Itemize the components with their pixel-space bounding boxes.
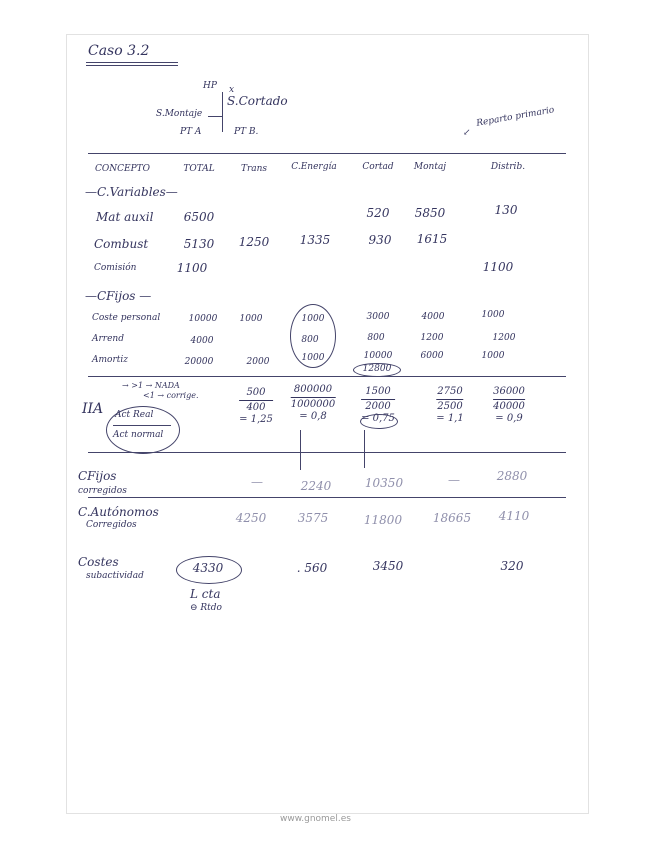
table-cell: . 560: [296, 561, 328, 575]
fraction-denominator: 40000: [493, 401, 525, 412]
subactividad-note-1: L cta: [190, 587, 221, 601]
table-cell: 10350: [364, 476, 404, 490]
diagram-vertical-line: [222, 92, 223, 132]
fraction-result: = 0,8: [299, 411, 327, 422]
section-fijos: —CFijos —: [85, 289, 152, 303]
iia-note-2: <1 → corrige.: [143, 391, 199, 400]
iia-note-1: → >1 → NADA: [122, 381, 180, 390]
table-cell: 320: [500, 559, 524, 573]
table-cell: 2000: [246, 357, 270, 367]
table-cell: 10000: [363, 351, 393, 361]
subactividad-note-2: ⊖ Rtdo: [190, 603, 222, 613]
fraction-result: = 1,1: [436, 413, 464, 424]
fraction-result: = 0,9: [495, 413, 523, 424]
header-rule: [88, 153, 566, 154]
header-concepto: CONCEPTO: [95, 164, 151, 174]
table-cell: 930: [368, 233, 392, 247]
iia-fraction-trans: [239, 387, 273, 426]
page-title: Caso 3.2: [88, 43, 150, 59]
fraction-numerator: 36000: [493, 386, 525, 397]
row-label: Comisión: [94, 263, 137, 273]
table-cell: 5850: [414, 206, 446, 220]
fraction-result: = 0,75: [361, 413, 395, 424]
diagram-pta: PT A: [180, 127, 202, 137]
fraction-numerator: 500: [246, 387, 266, 398]
table-cell: 1335: [299, 233, 331, 247]
diagram-montaje: S.Montaje: [156, 109, 203, 119]
fraction-denominator: 400: [246, 402, 266, 413]
rule-cfijos: [88, 452, 566, 453]
energia-oval: [290, 304, 336, 368]
table-cell: 4110: [498, 509, 530, 523]
header-total: TOTAL: [183, 164, 215, 174]
table-cell: 1000: [301, 314, 325, 324]
table-cell: 4250: [235, 511, 267, 525]
fraction-numerator: 800000: [293, 384, 333, 395]
table-cell: 1000: [481, 310, 505, 320]
table-cell: 3000: [366, 312, 390, 322]
table-cell: —: [448, 473, 460, 487]
iia-ratio-bar: [113, 425, 171, 426]
title-underline: [86, 62, 178, 63]
header-trans: Trans: [240, 164, 268, 174]
arrow-energia-line: [300, 430, 301, 470]
table-cell: 2240: [300, 479, 332, 493]
header-cortad: Cortad: [362, 162, 394, 172]
iia-fraction-energia: [291, 384, 336, 423]
section-variables: —C.Variables—: [85, 185, 178, 199]
fraction-result: = 1,25: [239, 414, 273, 425]
table-cell: 20000: [184, 357, 214, 367]
table-cell: 11800: [363, 513, 403, 527]
diagram-montaje-link: [208, 116, 222, 117]
row-label: Coste personal: [92, 313, 161, 323]
diagram-hp: HP: [203, 81, 217, 91]
header-montaj: Montaj: [413, 162, 447, 172]
note-arrow-icon: ↙: [463, 128, 471, 138]
header-energia: C.Energía: [291, 162, 337, 172]
cfijos-label-1: CFijos: [78, 469, 117, 483]
table-cell: 2880: [496, 469, 528, 483]
table-cell: 1000: [301, 353, 325, 363]
row-label: Arrend: [92, 334, 124, 344]
table-cell: 130: [494, 203, 518, 217]
table-cell: 1200: [420, 333, 444, 343]
table-cell: 4000: [421, 312, 445, 322]
table-cell: 1000: [481, 351, 505, 361]
table-cell: 520: [366, 206, 390, 220]
iia-fraction-montaje: [436, 386, 463, 425]
row-label: Mat auxil: [96, 210, 154, 224]
table-cell: 1200: [492, 333, 516, 343]
table-cell: 1250: [238, 235, 270, 249]
header-distrib: Distrib.: [490, 162, 526, 172]
diagram-x: x: [229, 85, 235, 95]
table-cell: 800: [367, 333, 385, 343]
table-cell: 6500: [183, 210, 215, 224]
cfijos-label-2: corregidos: [78, 486, 127, 496]
amortiz-corrected: 12800: [362, 364, 392, 374]
table-cell: 3575: [297, 511, 329, 525]
table-cell: 5130: [183, 237, 215, 251]
table-cell: 1000: [239, 314, 263, 324]
rule-iia: [88, 376, 566, 377]
cautonomos-label-1: C.Autónomos: [78, 505, 159, 519]
table-cell: 4000: [190, 336, 214, 346]
fraction-denominator: 1000000: [290, 399, 336, 410]
table-cell: 18665: [432, 511, 472, 525]
iia-act-normal: Act normal: [113, 430, 164, 440]
table-cell: —: [251, 475, 263, 489]
fraction-numerator: 1500: [365, 386, 391, 397]
diagram-cortado: S.Cortado: [227, 94, 288, 108]
iia-act-real: Act Real: [115, 410, 154, 420]
title-underline-2: [86, 65, 178, 66]
watermark: www.gnomel.es: [280, 814, 351, 824]
iia-label: IIA: [82, 401, 104, 417]
table-cell: 6000: [420, 351, 444, 361]
iia-fraction-distrib: [493, 386, 525, 425]
subactividad-label-2: subactividad: [86, 571, 144, 581]
table-cell: 1615: [416, 232, 448, 246]
rule-cautonomos: [88, 497, 566, 498]
row-label: Combust: [94, 237, 149, 251]
fraction-denominator: 2000: [365, 401, 391, 412]
diagram-ptb: PT B.: [234, 127, 259, 137]
cortado-ratio-oval: [360, 414, 398, 429]
cautonomos-label-2: Corregidos: [86, 520, 137, 530]
fraction-numerator: 2750: [437, 386, 463, 397]
table-cell: 1100: [482, 260, 514, 274]
subactividad-label-1: Costes: [78, 555, 119, 569]
fraction-denominator: 2500: [437, 401, 463, 412]
table-cell: 10000: [188, 314, 218, 324]
table-cell: 800: [301, 335, 319, 345]
row-label: Amortiz: [92, 355, 128, 365]
note-reparto: Reparto primario: [475, 105, 556, 129]
table-cell: 3450: [372, 559, 404, 573]
table-cell: 1100: [176, 261, 208, 275]
subactividad-total: 4330: [192, 561, 224, 575]
arrow-cortado-line: [364, 430, 365, 468]
